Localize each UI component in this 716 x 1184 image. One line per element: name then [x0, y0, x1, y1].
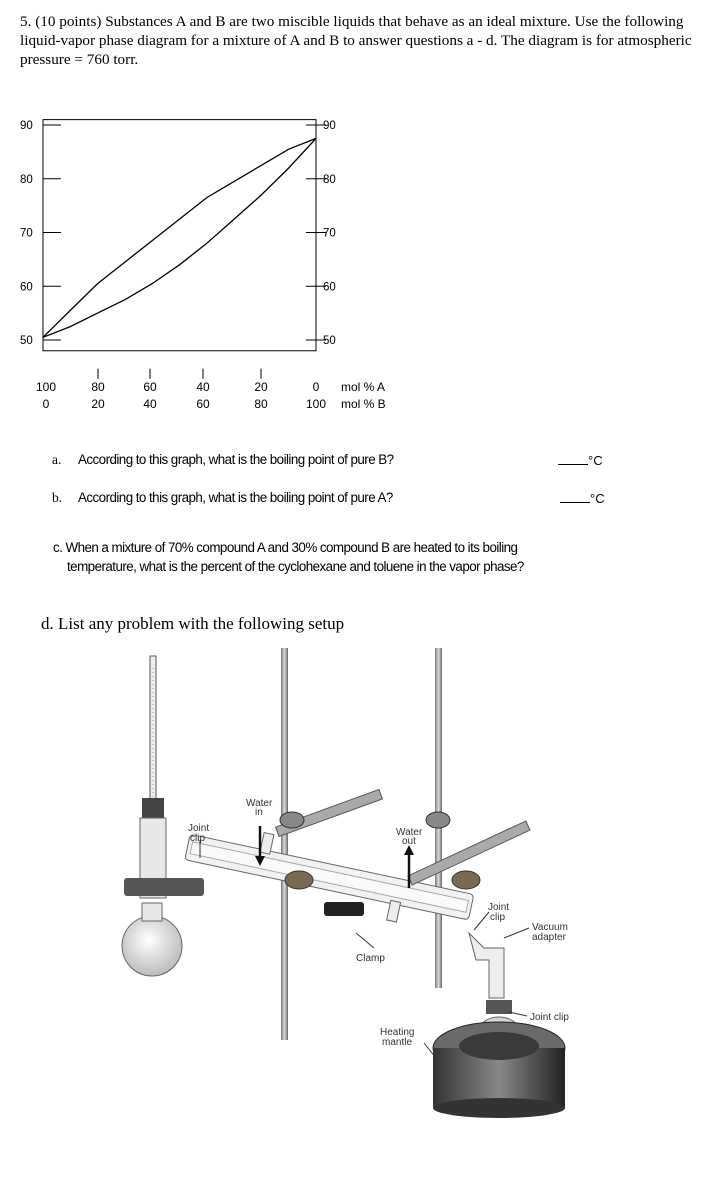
x-axis-label-mol-b: mol % B — [341, 397, 386, 411]
answer-b-line[interactable] — [560, 490, 590, 503]
bottom-tick-label-mol-a: 100 — [35, 380, 57, 394]
bottom-tick-label-mol-a: 80 — [91, 380, 105, 394]
chart-plot-frame — [43, 120, 316, 351]
right-axis-ticks — [306, 120, 336, 347]
label-joint-clip-right-1: Joint — [488, 902, 510, 913]
condenser — [181, 818, 477, 937]
label-joint-clip-left-1: Joint — [188, 823, 210, 834]
label-joint-clip-bottom: Joint clip — [530, 1012, 569, 1023]
condenser-clamp — [324, 902, 364, 916]
plot-border — [43, 120, 316, 351]
label-heating-mantle-1: Heating — [380, 1027, 415, 1038]
answer-a-unit: °C — [588, 453, 603, 468]
answer-b-unit: °C — [590, 491, 605, 506]
label-water-out-2: out — [402, 836, 416, 847]
left-tick-label: 50 — [20, 335, 33, 347]
phase-curves — [43, 138, 316, 337]
question-b — [52, 490, 393, 506]
bottom-tick-label-mol-a: 40 — [196, 380, 210, 394]
answer-b-blank[interactable] — [560, 490, 605, 506]
vapor-curve — [43, 138, 316, 337]
label-water-in-2: in — [255, 807, 263, 818]
left-axis-ticks — [20, 120, 61, 347]
question-b-letter: b. — [52, 490, 63, 505]
right-clamp — [408, 812, 530, 889]
left-tick-label: 60 — [20, 281, 33, 294]
bottom-tick-label-mol-b: 20 — [91, 397, 105, 411]
answer-a-line[interactable] — [558, 452, 588, 465]
left-tick-label: 90 — [20, 120, 33, 132]
answer-a-blank[interactable] — [558, 452, 603, 468]
question-c-line1: c. When a mixture of 70% compound A and 30% compound B are heated to its boiling — [53, 540, 518, 555]
question-b-text: According to this graph, what is the boiling point of pure A? — [78, 490, 393, 505]
question-intro: 5. (10 points) Substances A and B are two miscible liquids that behave as an ideal mixture. Use the following liquid-vapor phase diagram for a mixture of A and B to answer questions a - d. The diagram is for atmospheric pressure = 760 torr. — [20, 13, 692, 68]
label-water-in-1: Water — [246, 798, 273, 809]
bottom-tick-label-mol-b: 80 — [254, 397, 268, 411]
right-tick-label: 70 — [323, 227, 336, 240]
left-clamp — [124, 878, 204, 896]
label-joint-clip-left-2: clip — [190, 833, 206, 844]
distillation-apparatus-illustration — [84, 648, 604, 1118]
bottom-tick-label-mol-b: 100 — [305, 397, 327, 411]
vacuum-adapter — [469, 933, 504, 998]
label-clamp: Clamp — [356, 953, 385, 964]
question-a — [52, 452, 394, 468]
label-heating-mantle-2: mantle — [382, 1037, 413, 1048]
bottom-tick-label-mol-a: 60 — [143, 380, 157, 394]
right-tick-label: 60 — [323, 281, 336, 294]
left-tick-label: 80 — [20, 173, 33, 186]
bottom-tick-label-mol-b: 40 — [143, 397, 157, 411]
support-rod-center — [281, 648, 288, 1040]
question-d: d. List any problem with the following setup — [41, 614, 345, 633]
right-tick-label: 80 — [323, 173, 336, 186]
x-axis-label-mol-a: mol % A — [341, 380, 386, 394]
liquid-curve — [43, 138, 316, 337]
bottom-tick-label-mol-b: 60 — [196, 397, 210, 411]
label-vacuum-adapter-2: adapter — [532, 932, 566, 943]
bottom-tick-label-mol-a: 20 — [254, 380, 268, 394]
label-joint-clip-right-2: clip — [490, 912, 506, 923]
bottom-axis-ticks — [36, 369, 326, 411]
question-a-letter: a. — [52, 452, 62, 467]
left-tick-label: 70 — [20, 227, 33, 240]
right-tick-label: 50 — [323, 335, 336, 347]
label-water-out-1: Water — [396, 827, 423, 838]
label-vacuum-adapter-1: Vacuum — [532, 922, 568, 933]
question-c-line2: temperature, what is the percent of the cyclohexane and toluene in the vapor phase? — [67, 559, 524, 574]
bottom-tick-label-mol-b: 0 — [42, 397, 50, 411]
phase-diagram-chart — [0, 100, 420, 420]
right-tick-label: 90 — [323, 120, 336, 132]
bottom-tick-label-mol-a: 0 — [312, 380, 320, 394]
left-flask — [122, 916, 182, 976]
question-c — [53, 538, 524, 576]
heating-mantle — [433, 1022, 565, 1118]
thermometer-adapter — [142, 798, 164, 818]
question-a-text: According to this graph, what is the boiling point of pure B? — [78, 452, 394, 467]
